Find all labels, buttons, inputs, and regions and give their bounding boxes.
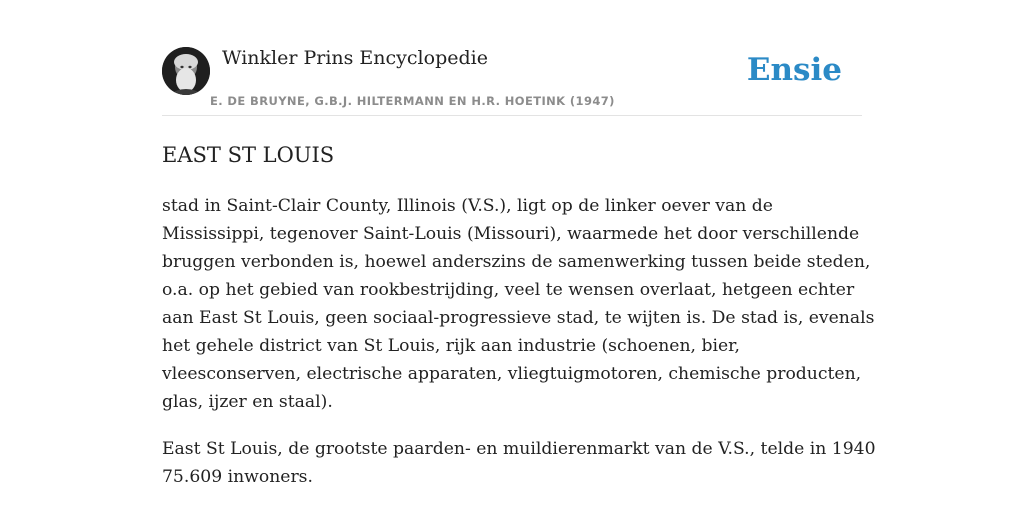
- source-authors: E. DE BRUYNE, G.B.J. HILTERMANN EN H.R. HOETINK (1947): [210, 94, 615, 108]
- brand-logo[interactable]: Ensie: [746, 52, 842, 88]
- entry-title: EAST ST LOUIS: [162, 143, 335, 167]
- entry-paragraph: East St Louis, de grootste paarden- en muildierenmarkt van de V.S., telde in 1940 75.609 inwoners.: [162, 439, 876, 487]
- author-avatar[interactable]: [162, 47, 210, 95]
- source-title[interactable]: Winkler Prins Encyclopedie: [222, 47, 488, 69]
- author-portrait-icon: [162, 47, 210, 95]
- entry-body: [162, 192, 878, 510]
- source-header: [162, 46, 862, 116]
- entry-paragraph: stad in Saint-Clair County, Illinois (V.S.), ligt op de linker oever van de Mississippi, tegenover Saint-Louis (Missouri), waarmede het door verschillende bruggen verbonden is, hoewel anderszins de samenwerking tussen beide steden, o.a. op het gebied van rookbestrijding, veel te wensen overlaat, hetgeen echter aan East St Louis, geen sociaal-progressieve stad, te wijten is. De stad is, evenals het gehele district van St Louis, rijk aan industrie (schoenen, bier, vleesconserven, electrische apparaten, vliegtuigmotoren, chemische producten, glas, ijzer en staal).: [162, 196, 875, 412]
